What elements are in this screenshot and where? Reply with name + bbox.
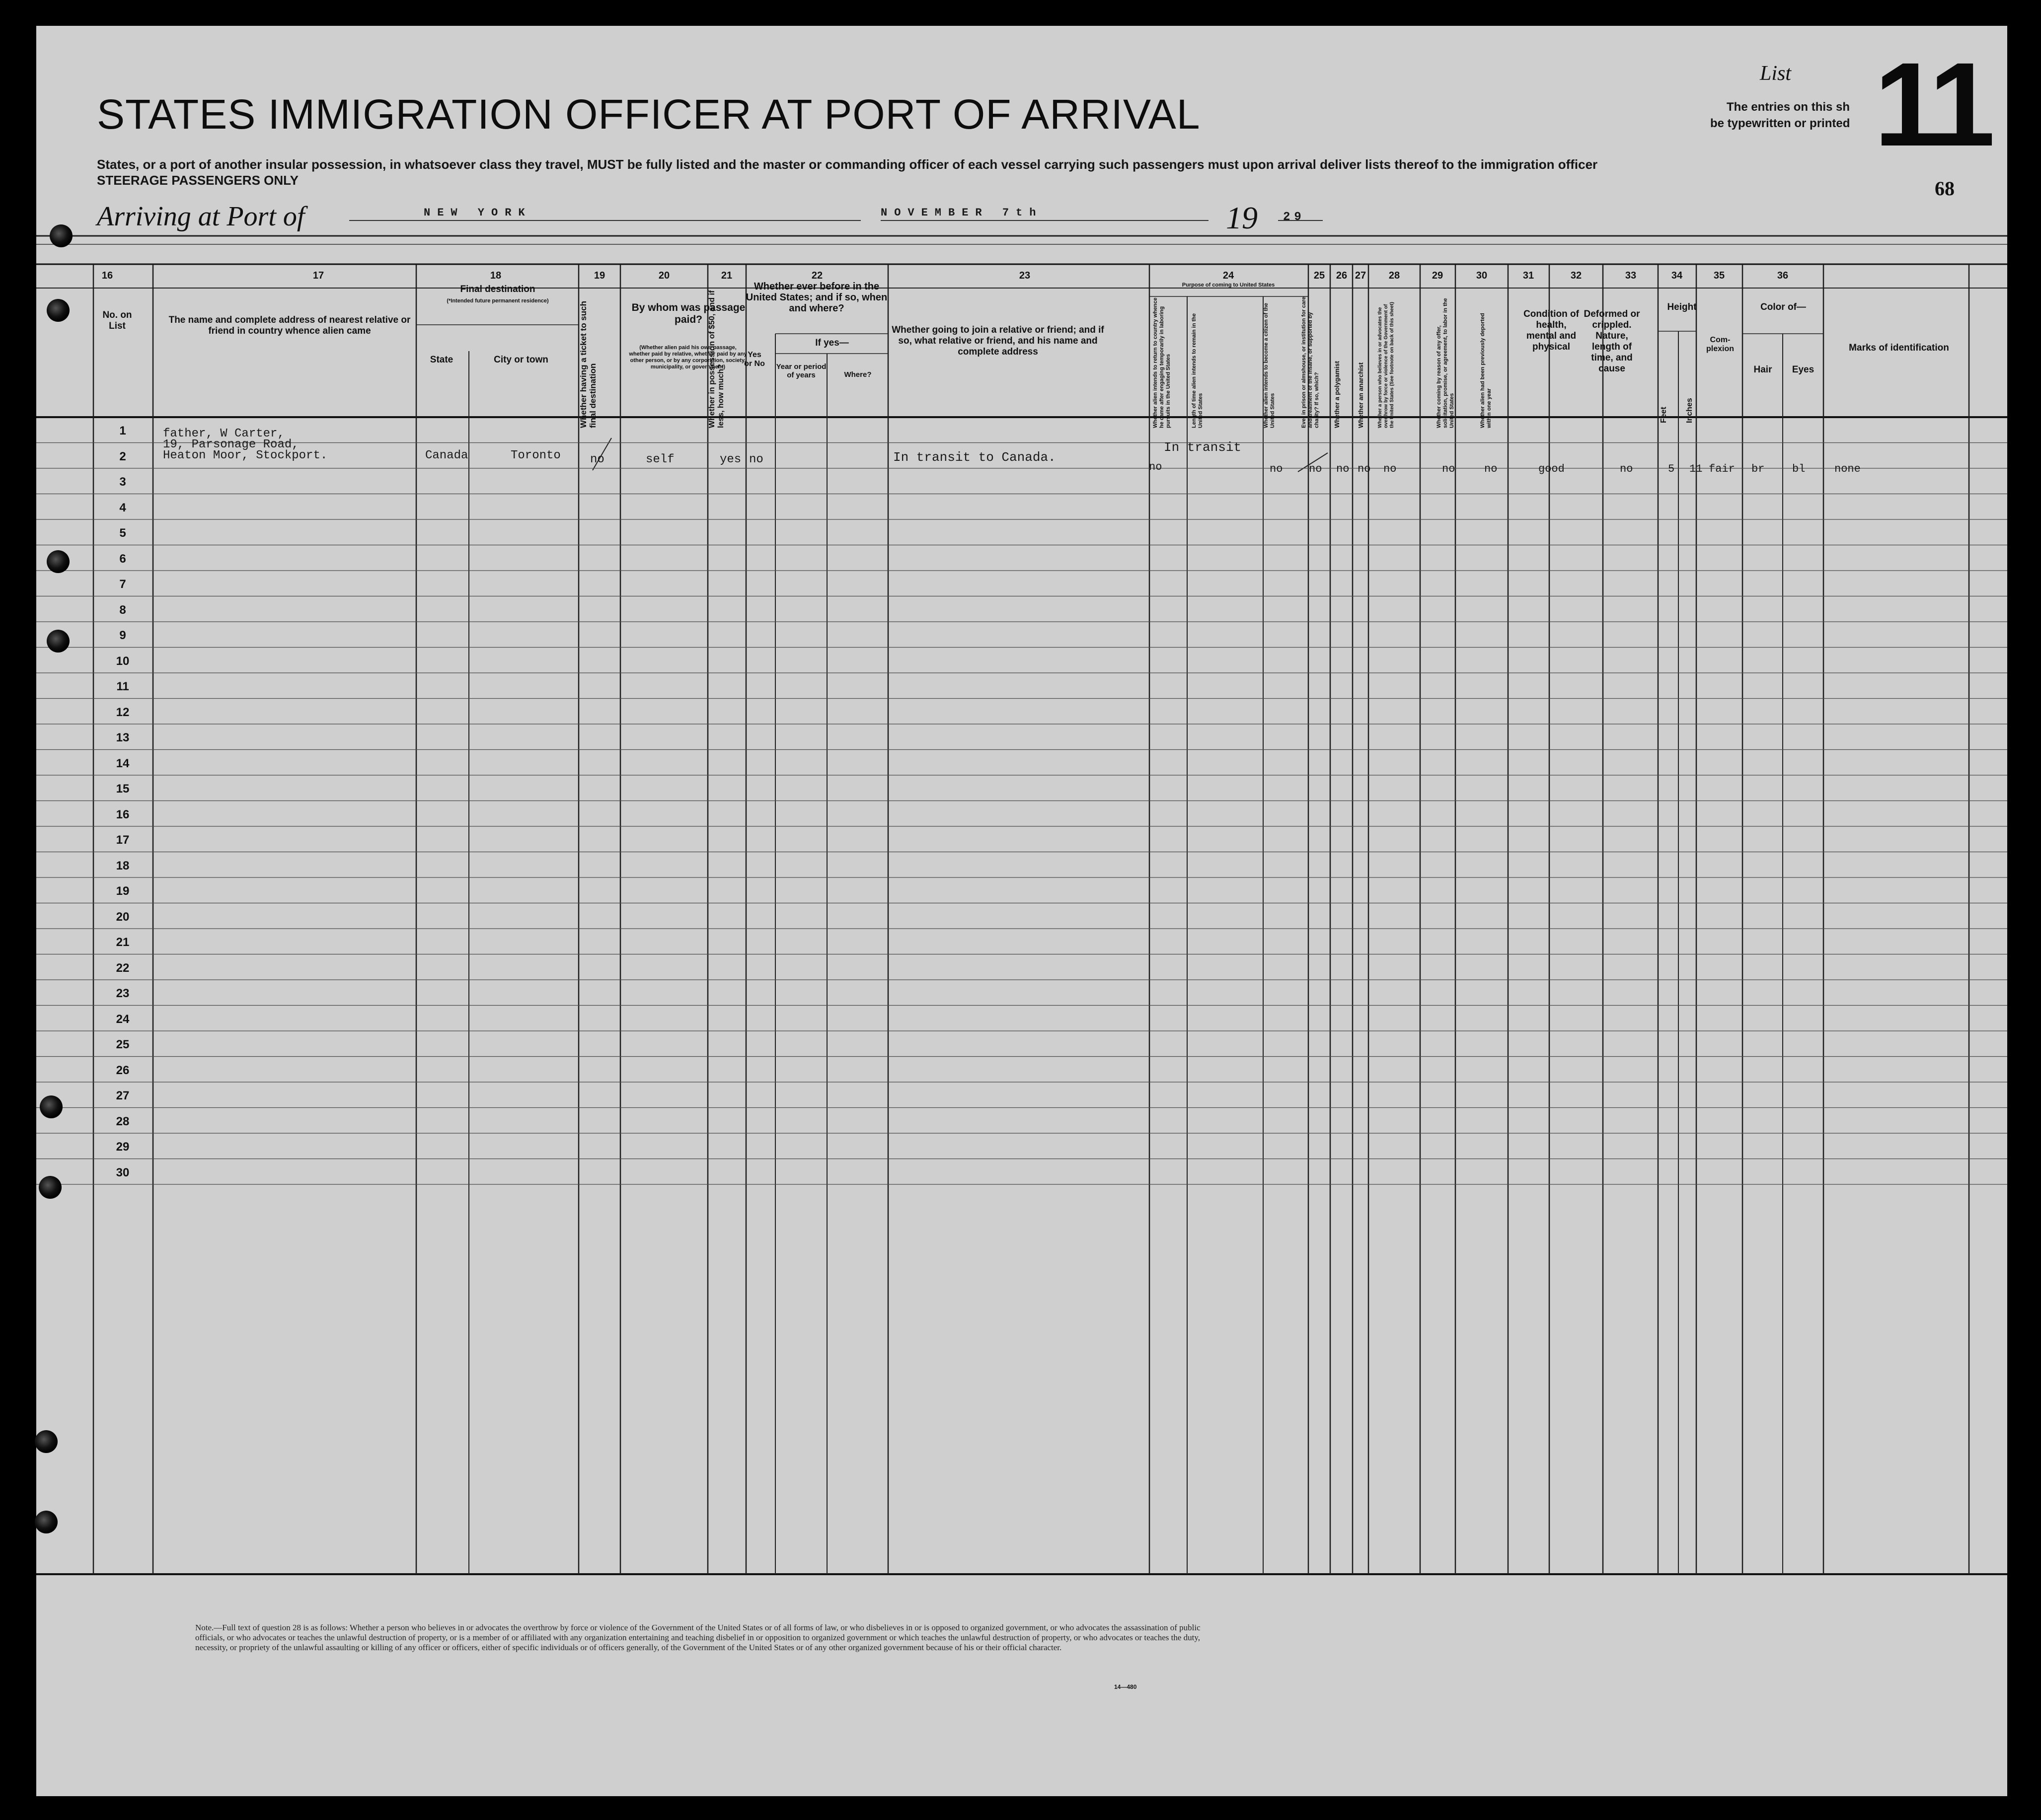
column-number: 23 [1019, 270, 1031, 281]
row-number: 17 [116, 833, 130, 847]
col26-heading: Whether a polygamist [1333, 361, 1341, 428]
column-number: 17 [312, 270, 324, 281]
col23-heading: Whether going to join a relative or friend; and if so, what relative or friend, and his name and complete address [892, 325, 1104, 357]
column-number: 35 [1713, 270, 1725, 281]
column-number: 22 [811, 270, 823, 281]
footnote-question-28: Note.—Full text of question 28 is as follows: Whether a person who believes in or advocates the overthrow by force or violence of the Government of the United States or of all forms of law, or who disbelieves in or is opposed to organized government, or who advocates the assassination of public officials, or who advocates or teaches the unlawful destruction of property, or is a member of or affiliated with any organization entertaining and teaching disbelief in or opposition to organized government or which teaches the unlawful destruction of property, or who advocates or teaches the duty, necessity, or propriety of the unlawful assaulting or killing of any officer or officers, either of specific individuals or of officers generally, of the Government of the United States or of any other organized government because of his or their official character. [195, 1623, 1201, 1652]
entry1-anarchist: no [1358, 463, 1371, 475]
column-number: 34 [1671, 270, 1683, 281]
row-number: 15 [116, 782, 130, 796]
col18-heading: Final destination [460, 284, 535, 294]
row-number: 13 [116, 731, 130, 744]
col22-heading: Whether ever before in the United States; and if so, when and where? [746, 281, 888, 314]
binder-hole [47, 299, 70, 322]
row-number: 24 [116, 1012, 130, 1026]
row-number: 3 [119, 475, 126, 489]
col33-feet-heading: Feet [1660, 407, 1668, 423]
entry1-joining: In transit to Canada. [893, 450, 1056, 465]
row-number: 28 [116, 1114, 130, 1128]
entry1-relative-line2: 19, Parsonage Road, [163, 438, 299, 451]
row-number: 25 [116, 1038, 130, 1051]
row-number: 14 [116, 756, 130, 770]
column-number: 31 [1522, 270, 1534, 281]
col18-city-heading: City or town [494, 355, 548, 365]
binder-hole [47, 630, 70, 653]
binder-hole [39, 1176, 62, 1199]
row-number: 29 [116, 1140, 130, 1154]
col31-heading: Condition of health, mental and physical [1523, 309, 1579, 352]
entry1-has-50: yes [720, 453, 742, 466]
col20-note: (Whether alien paid his own passage, whether paid by relative, whether paid by any other person, or by any corporation, society, municipality, or government) [629, 345, 747, 370]
row-number: 1 [119, 424, 126, 437]
col25-heading: Ever in prison or almshouse, or institution for care and treatment of the insane, or supported by charity? If so, which? [1301, 296, 1320, 428]
column-number: 24 [1222, 270, 1234, 281]
row-number: 4 [119, 501, 126, 514]
entry1-deported: no [1484, 463, 1498, 475]
header-instructions: States, or a port of another insular possession, in whatsoever class they travel, MUST be fully listed and the master or commanding officer of each vessel carrying such passengers must upon arrival deliver lists thereof to the immigration officer [97, 157, 1598, 172]
col35-hair-heading: Hair [1753, 364, 1772, 375]
row-number: 7 [119, 578, 126, 591]
entry1-q28: no [1383, 463, 1397, 475]
entry1-relative-line1: father, W Carter, [163, 427, 285, 440]
column-number: 16 [101, 270, 113, 281]
col17-heading: The name and complete address of nearest relative or friend in country whence alien came [168, 315, 411, 336]
binder-hole [35, 1430, 58, 1453]
col19-heading: Whether having a ticket to such final destination [579, 301, 598, 428]
entry1-inches: 11 [1689, 463, 1703, 475]
list-number: 11 [1874, 38, 1990, 171]
row-number: 12 [116, 705, 130, 719]
column-number: 21 [721, 270, 733, 281]
col34-heading: Com-plexion [1706, 336, 1734, 353]
entry1-purpose-a: no [1149, 461, 1162, 473]
row-number: 30 [116, 1165, 130, 1179]
row-number: 27 [116, 1089, 130, 1102]
col22-ifyes-heading: If yes— [815, 338, 849, 348]
col24b-heading: Length of time alien intends to remain in the United States [1191, 313, 1204, 428]
col32-heading: Deformed or crippled. Nature, length of time, and cause [1584, 309, 1640, 374]
sheet-number: 68 [1935, 177, 1955, 200]
column-number: 27 [1355, 270, 1366, 281]
entries-note-2: be typewritten or printed [1710, 117, 1850, 130]
column-number: 19 [594, 270, 605, 281]
col29-heading: Whether coming by reason of any offer, solicitation, promise, or agreement, to labor in the United States [1436, 298, 1455, 428]
binder-hole [40, 1095, 63, 1118]
entry1-polygamist: no [1336, 463, 1350, 475]
form-code: 14—480 [1114, 1683, 1137, 1690]
col20-heading: By whom was passage paid? [631, 302, 746, 325]
column-number: 32 [1570, 270, 1582, 281]
entry1-state: Canada [425, 449, 468, 462]
col24-heading: Purpose of coming to United States [1182, 282, 1275, 288]
column-number: 30 [1476, 270, 1488, 281]
page-title: STATES IMMIGRATION OFFICER AT PORT OF ARRIVAL [97, 91, 1201, 138]
entry1-deformed: no [1620, 463, 1633, 475]
header-class-note: STEERAGE PASSENGERS ONLY [97, 173, 299, 188]
manifest-sheet [36, 26, 2007, 1796]
col22-yesno-heading: Yes or No [744, 351, 765, 368]
entry1-marks: none [1834, 463, 1861, 475]
col22-where-heading: Where? [844, 370, 872, 379]
entry1-prison: no [1309, 463, 1322, 475]
column-number: 18 [490, 270, 502, 281]
column-number: 26 [1336, 270, 1348, 281]
col21-heading: Whether in possession of $50, and if less, how much? [708, 290, 725, 428]
col18-note: (*Intended future permanent residence) [447, 298, 549, 304]
entry1-complexion: fair [1709, 463, 1735, 475]
entry1-offer: no [1442, 463, 1455, 475]
column-number: 25 [1313, 270, 1325, 281]
entry1-city: Toronto [511, 449, 561, 462]
port-of-arrival: NEW YORK [424, 207, 532, 219]
row-number: 16 [116, 807, 130, 821]
row-number: 6 [119, 552, 126, 566]
col36-heading: Marks of identification [1849, 343, 1949, 353]
col27-heading: Whether an anarchist [1357, 362, 1364, 428]
entries-note-1: The entries on this sh [1727, 100, 1850, 114]
binder-hole [50, 224, 73, 247]
row-number: 23 [116, 987, 130, 1000]
row-number: 9 [119, 629, 126, 642]
list-label: List [1760, 62, 1792, 85]
entry1-purpose-c: no [1270, 463, 1283, 475]
column-number: 20 [658, 270, 670, 281]
manifest-grid [36, 26, 2007, 1796]
column-number: 36 [1777, 270, 1789, 281]
row-number: 11 [116, 680, 129, 693]
row-number: 21 [116, 936, 130, 949]
entry1-health: good [1538, 463, 1565, 475]
col30-heading: Whether alien had been previously deported within one year [1480, 313, 1492, 428]
col33-inches-heading: Inches [1685, 398, 1694, 423]
col24c-heading: Whether alien intends to become a citizen of the United States [1263, 303, 1276, 428]
entry1-relative-line3: Heaton Moor, Stockport. [163, 449, 328, 462]
row-number: 19 [116, 884, 130, 898]
row-number: 2 [119, 449, 126, 463]
entry1-eyes: bl [1792, 463, 1806, 475]
column-number: 29 [1432, 270, 1443, 281]
col35-eyes-heading: Eyes [1792, 364, 1814, 375]
col28-heading: Whether a person who believes in or advocates the overthrow by force or violence of the Government of the United States (See footnote on back of this sheet) [1377, 302, 1395, 428]
row-number: 26 [116, 1063, 130, 1077]
row-number: 5 [119, 526, 126, 540]
col18-state-heading: State [430, 355, 454, 365]
column-number: 33 [1625, 270, 1637, 281]
col16-heading: No. on List [102, 310, 132, 331]
row-number: 22 [116, 961, 130, 975]
arrival-date: NOVEMBER 7th [881, 207, 1043, 219]
row-number: 10 [116, 654, 130, 668]
year-suffix: 29 [1283, 211, 1305, 224]
row-number: 8 [119, 603, 126, 617]
entry1-ticket: no [590, 453, 605, 466]
col33-heading: Height [1667, 302, 1697, 312]
column-number: 28 [1388, 270, 1400, 281]
col22-year-heading: Year or period of years [776, 363, 827, 379]
entry1-purpose-b: In transit [1164, 440, 1242, 455]
col24a-heading: Whether alien intends to return to country whence he came after engaging temporarily in laboring pursuits in the United States [1152, 297, 1171, 428]
year-prefix: 19 [1226, 200, 1258, 235]
row-number: 18 [116, 859, 130, 873]
row-number: 20 [116, 910, 130, 924]
entry1-feet: 5 [1668, 463, 1675, 475]
col35-heading: Color of— [1760, 302, 1806, 312]
binder-hole [47, 550, 70, 573]
entry1-before-us: no [749, 453, 763, 466]
entry1-hair: br [1751, 463, 1765, 475]
entry1-paid-by: self [646, 453, 675, 466]
binder-hole [35, 1511, 58, 1533]
arriving-label: Arriving at Port of [97, 201, 305, 232]
